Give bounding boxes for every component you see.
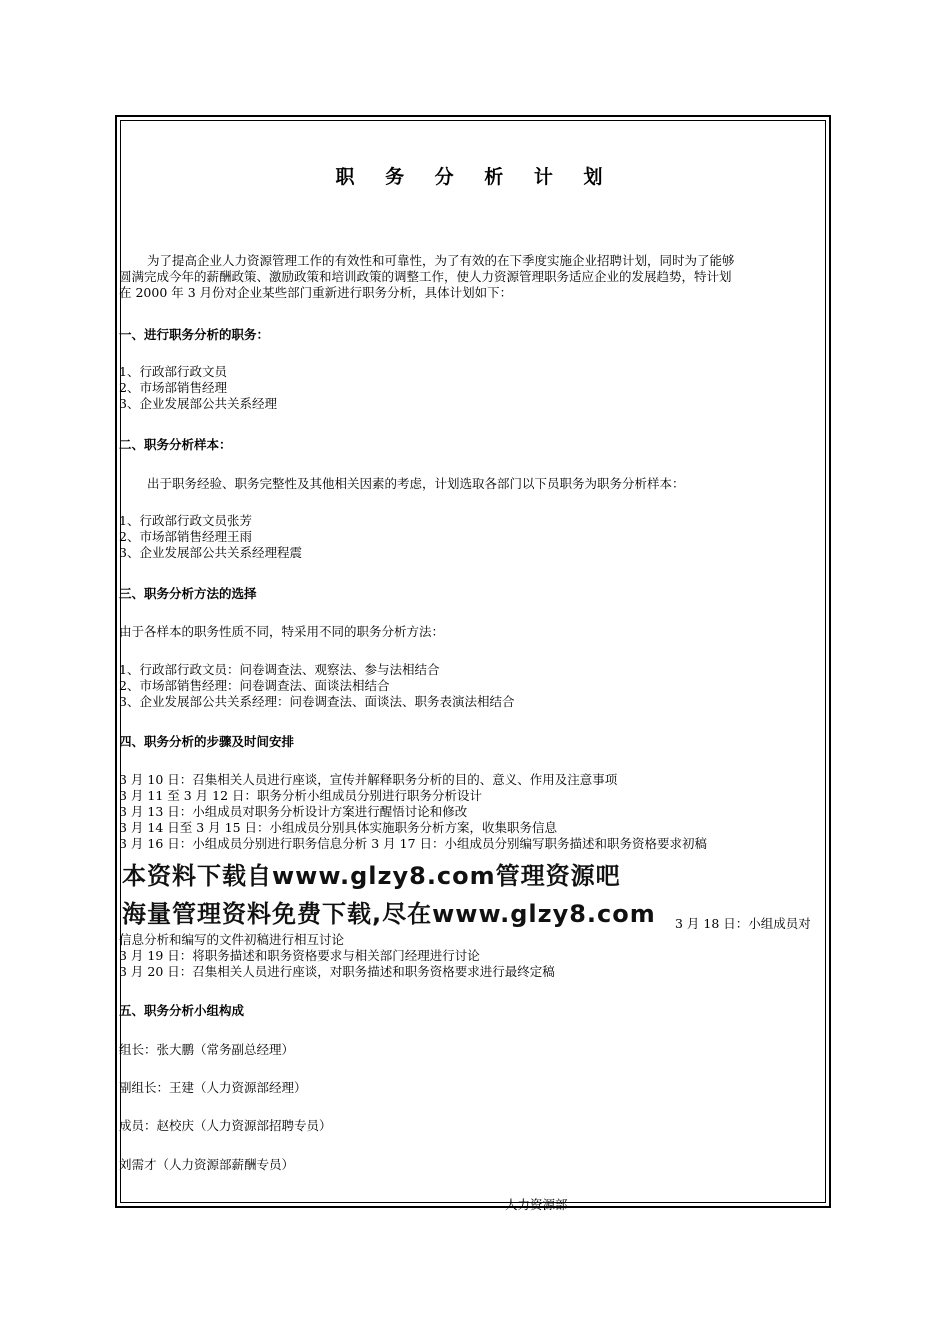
signature: 人力资源部 xyxy=(505,1197,568,1212)
section-5-heading: 五、职务分析小组构成 xyxy=(119,1003,245,1018)
watermark-line-1: 本资料下载自www.glzy8.com管理资源吧 xyxy=(122,862,621,890)
team-vice-leader: 副组长：王建（人力资源部经理） xyxy=(119,1080,307,1095)
section-1-item-1: 1、行政部行政文员 xyxy=(119,364,227,379)
section-1-item-3: 3、企业发展部公共关系经理 xyxy=(119,396,277,411)
team-leader: 组长：张大鹏（常务副总经理） xyxy=(119,1042,295,1057)
section-2-para: 出于职务经验、职务完整性及其他相关因素的考虑，计划选取各部门以下员职务为职务分析样本： xyxy=(147,476,685,491)
intro-line-1: 为了提高企业人力资源管理工作的有效性和可靠性，为了有效的在下季度实施企业招聘计划，同时为了能够 xyxy=(147,253,735,268)
section-1-item-2: 2、市场部销售经理 xyxy=(119,380,227,395)
page-title: 职 务 分 析 计 划 xyxy=(335,166,615,188)
schedule-item-7: 3 月 19 日：将职务描述和职务资格要求与相关部门经理进行讨论 xyxy=(119,948,480,963)
schedule-item-3: 3 月 13 日：小组成员对职务分析设计方案进行醒悟讨论和修改 xyxy=(119,804,468,819)
watermark-line-2: 海量管理资料免费下载,尽在www.glzy8.com xyxy=(122,900,656,928)
section-4-heading: 四、职务分析的步骤及时间安排 xyxy=(119,734,295,749)
team-member-1: 成员：赵校庆（人力资源部招聘专员） xyxy=(119,1118,332,1133)
intro-line-2: 圆满完成今年的薪酬政策、激励政策和培训政策的调整工作，使人力资源管理职务适应企业的发展趋势，特计划 xyxy=(119,269,732,284)
schedule-item-8: 3 月 20 日：召集相关人员进行座谈，对职务描述和职务资格要求进行最终定稿 xyxy=(119,964,555,979)
section-3-item-1: 1、行政部行政文员：问卷调查法、观察法、参与法相结合 xyxy=(119,662,440,677)
schedule-item-6-start: 3 月 18 日：小组成员对 xyxy=(675,916,811,931)
schedule-item-5: 3 月 16 日：小组成员分别进行职务信息分析 3 月 17 日：小组成员分别编写职务描述和职务资格要求初稿 xyxy=(119,836,708,851)
section-2-item-1: 1、行政部行政文员张芳 xyxy=(119,513,252,528)
section-3-para: 由于各样本的职务性质不同，特采用不同的职务分析方法： xyxy=(119,624,445,639)
schedule-item-2: 3 月 11 至 3 月 12 日：职务分析小组成员分别进行职务分析设计 xyxy=(119,788,483,803)
section-2-item-3: 3、企业发展部公共关系经理程震 xyxy=(119,545,302,560)
schedule-item-1: 3 月 10 日：召集相关人员进行座谈，宣传并解释职务分析的目的、意义、作用及注意事项 xyxy=(119,772,618,787)
section-3-heading: 三、职务分析方法的选择 xyxy=(119,586,257,601)
intro-line-3: 在 2000 年 3 月份对企业某些部门重新进行职务分析，具体计划如下： xyxy=(119,285,513,300)
section-3-item-2: 2、市场部销售经理：问卷调查法、面谈法相结合 xyxy=(119,678,390,693)
schedule-item-6-cont: 信息分析和编写的文件初稿进行相互讨论 xyxy=(119,932,345,947)
section-2-heading: 二、职务分析样本： xyxy=(119,437,232,452)
schedule-item-4: 3 月 14 日至 3 月 15 日：小组成员分别具体实施职务分析方案，收集职务信息 xyxy=(119,820,558,835)
team-member-2: 刘需才（人力资源部薪酬专员） xyxy=(119,1157,295,1172)
section-1-heading: 一、进行职务分析的职务： xyxy=(119,327,270,342)
section-3-item-3: 3、企业发展部公共关系经理：问卷调查法、面谈法、职务表演法相结合 xyxy=(119,694,515,709)
section-2-item-2: 2、市场部销售经理王雨 xyxy=(119,529,252,544)
